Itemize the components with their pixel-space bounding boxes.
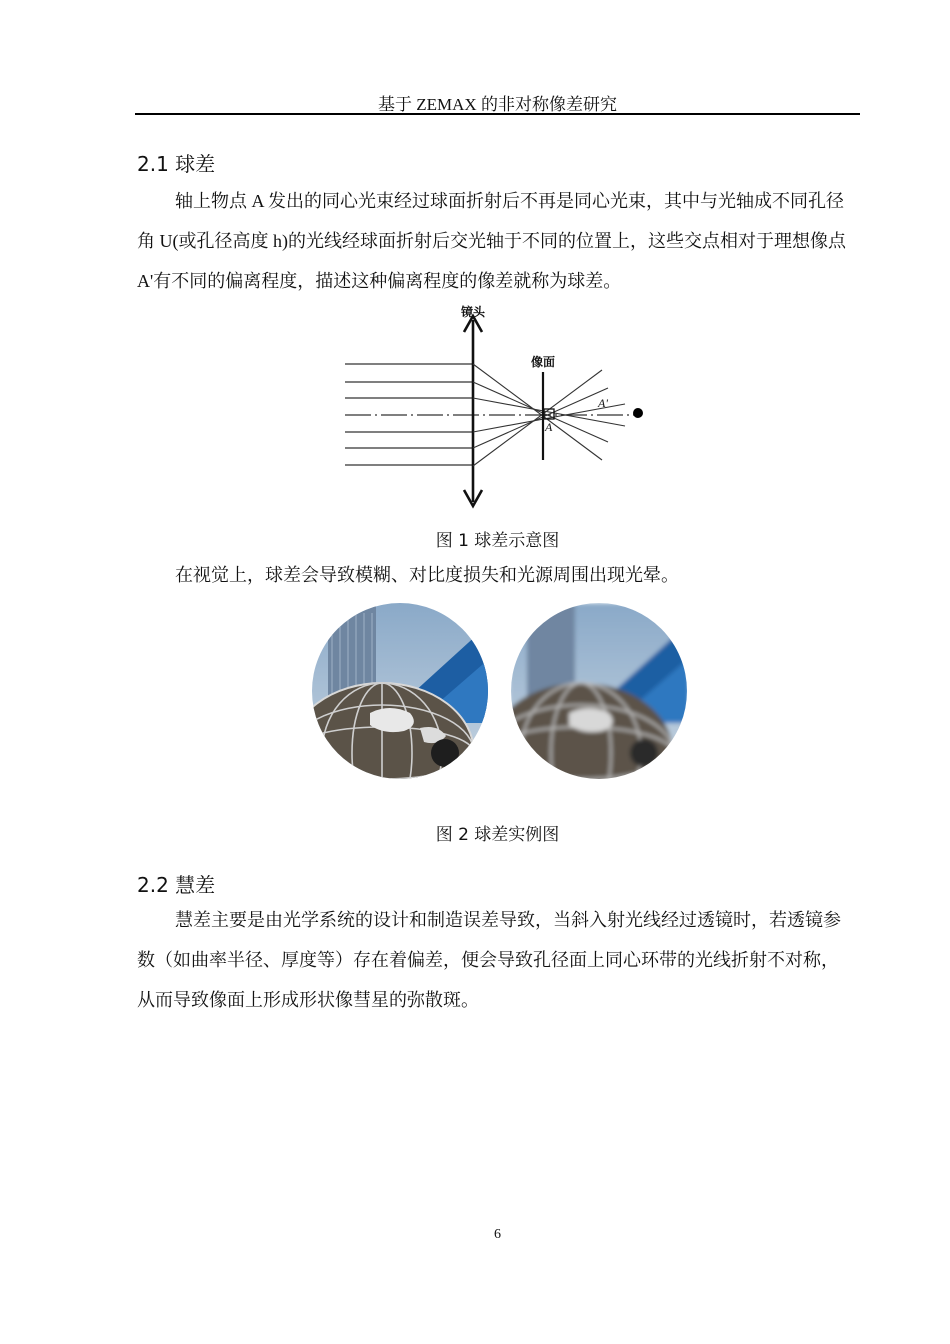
point-a-prime-label: A'	[598, 396, 608, 410]
figure-2-photos	[310, 603, 690, 783]
visual-effect-paragraph: 在视觉上，球差会导致模糊、对比度损失和光源周围出现光晕。	[175, 565, 679, 585]
far-focus-dot	[633, 408, 643, 418]
sharp-photo	[310, 603, 490, 783]
section-heading-2-1: 2.1 球差	[137, 152, 216, 176]
section-2-2-paragraph: 慧差主要是由光学系统的设计和制造误差导致，当斜入射光线经过透镜时，若透镜参数（如曲率半径、厚度等）存在着偏差，便会导致孔径面上同心环带的光线折射不对称，从而导致像面上形成形状像彗星的弥散斑。	[137, 910, 841, 1010]
point-a-label: A	[545, 420, 553, 434]
figure-2-caption: 图 2 球差实例图	[435, 825, 560, 845]
figure-1-diagram	[340, 302, 650, 514]
running-header: 基于 ZEMAX 的非对称像差研究	[378, 95, 617, 114]
section-heading-2-2: 2.2 慧差	[137, 873, 216, 897]
figure-1-caption: 图 1 球差示意图	[435, 531, 560, 551]
spherical-aberration-diagram	[340, 302, 650, 514]
blurred-photo	[489, 603, 689, 783]
image-plane-label: 像面	[530, 355, 556, 369]
lens-label: 镜头	[460, 305, 486, 319]
page-number: 6	[494, 1227, 501, 1242]
spherical-aberration-example	[310, 603, 690, 783]
section-2-1-paragraph: 轴上物点 A 发出的同心光束经过球面折射后不再是同心光束，其中与光轴成不同孔径角 U(或孔径高度 h)的光线经球面折射后交光轴于不同的位置上，这些交点相对于理想像点 A'有不同的偏离程度，描述这种偏离程度的像差就称为球差。	[137, 191, 846, 291]
header-rule	[135, 113, 860, 115]
